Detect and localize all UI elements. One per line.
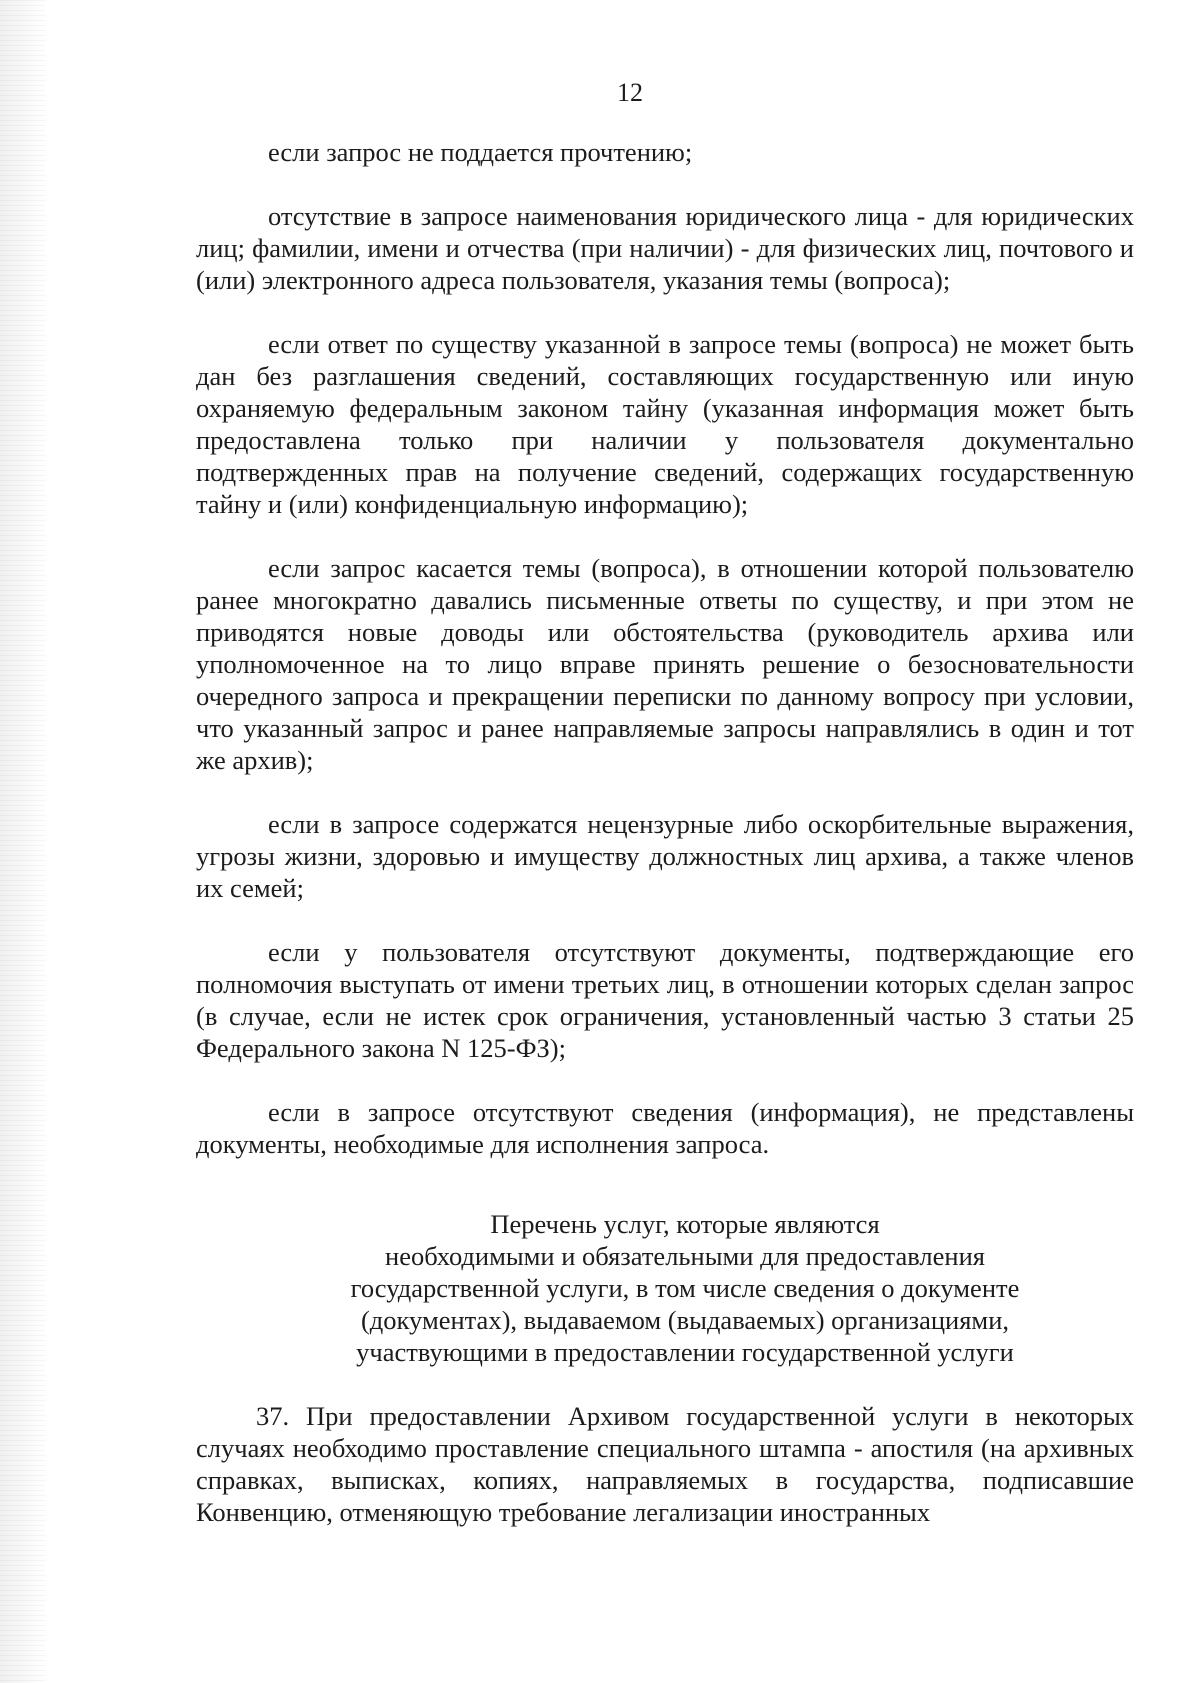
paragraph-state-secret: если ответ по существу указанной в запросе темы (вопроса) не может быть дан без разглашения сведений, составляющих государственную или иную охраняемую федеральным законом тайну (указанная информация может быть предоставлена только при наличии у пользователя документально подтвержденных прав на получение сведений, содержащих государственную тайну и (или) конфиденциальную информацию); [196, 329, 1134, 519]
paragraph-missing-authority: если у пользователя отсутствуют документы, подтверждающие его полномочия выступать от имени третьих лиц, в отношении которых сделан запрос (в случае, если не истек срок ограничения, установленный частью 3 статьи 25 Федерального закона N 125-ФЗ); [196, 937, 1134, 1063]
scan-edge-artifact [0, 0, 46, 1683]
section-heading-line: необходимыми и обязательными для предоставления [385, 1241, 985, 1271]
paragraph-missing-information: если в запросе отсутствуют сведения (информация), не представлены документы, необходимые для исполнения запроса. [196, 1097, 1134, 1159]
paragraph-missing-details: отсутствие в запросе наименования юридического лица - для юридических лиц; фамилии, имени и отчества (при наличии) - для физических лиц, почтового и (или) электронного адреса пользователя, указания темы (вопроса); [196, 201, 1134, 295]
paragraph-unreadable-request: если запрос не поддается прочтению; [268, 137, 693, 167]
document-body [196, 136, 1134, 1528]
paragraph-repeated-request: если запрос касается темы (вопроса), в отношении которой пользователю ранее многократно давались письменные ответы по существу, и при этом не приводятся новые доводы или обстоятельства (руководитель архива или уполномоченное на то лицо вправе принять решение о безосновательности очередного запроса и прекращении переписки по данному вопросу при условии, что указанный запрос и ранее направляемые запросы направлялись в один и тот же архив); [196, 553, 1134, 775]
page-number: 12 [617, 78, 643, 107]
section-heading-line: Перечень услуг, которые являются [490, 1209, 880, 1239]
section-heading-line: (документах), выдаваемом (выдаваемых) организациями, [360, 1305, 1010, 1335]
clause-37: 37. При предоставлении Архивом государственной услуги в некоторых случаях необходимо проставление специального штампа - апостиля (на архивных справках, выписках, копиях, направляемых в государства, подписавшие Конвенцию, отменяющую требование легализации иностранных [196, 1401, 1134, 1527]
paragraph-offensive-language: если в запросе содержатся нецензурные либо оскорбительные выражения, угрозы жизни, здоровью и имуществу должностных лиц архива, а также членов их семей; [196, 809, 1134, 903]
section-heading-line: государственной услуги, в том числе сведения о документе [350, 1273, 1020, 1303]
section-heading [196, 1208, 1134, 1368]
section-heading-line: участвующими в предоставлении государственной услуги [356, 1337, 1014, 1367]
